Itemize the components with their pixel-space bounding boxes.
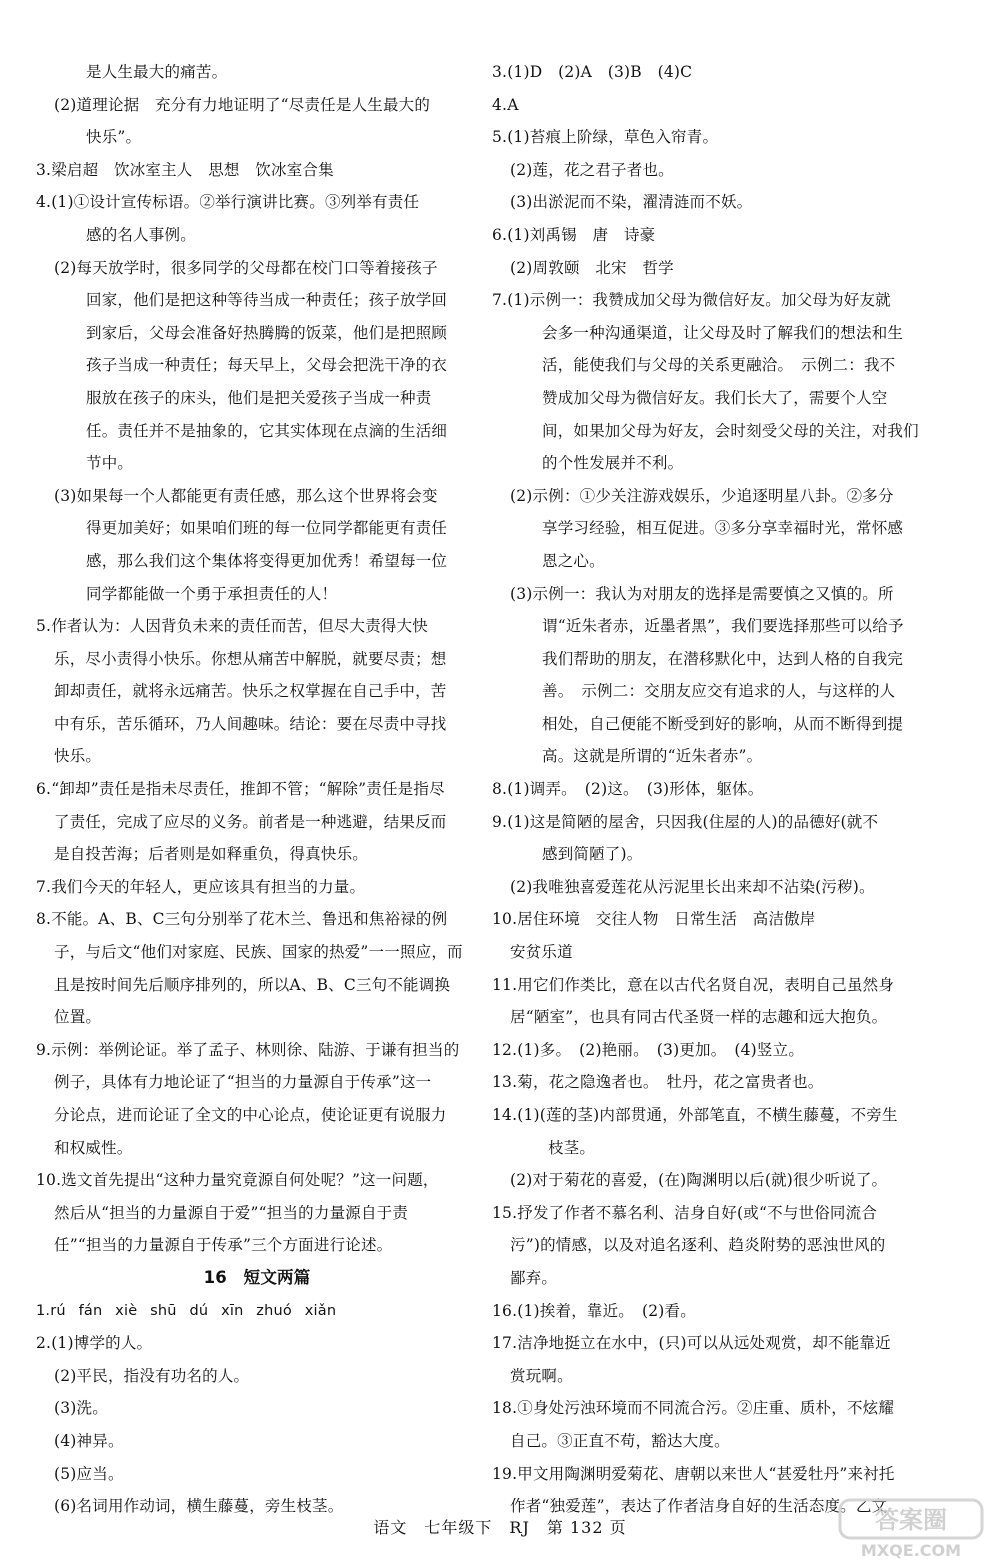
answer-line: 5.(1)苔痕上阶绿，草色入帘青。 (492, 128, 719, 147)
answer-line: (3)出淤泥而不染，濯清涟而不妖。 (510, 193, 753, 212)
answer-line: 和权威性。 (54, 1138, 133, 1157)
svg-text:MXQE.COM: MXQE.COM (860, 1541, 962, 1560)
answer-line: 相处，自己便能不断受到好的影响，从而不断得到提 (542, 714, 904, 733)
svg-text:答案圈: 答案圈 (875, 1506, 947, 1534)
answer-line: 会多一种沟通渠道，让父母及时了解我们的想法和生 (542, 323, 904, 342)
answer-line: 8.(1)调弄。 (2)这。 (3)形体，躯体。 (492, 780, 764, 799)
answer-line: 同学都能做一个勇于承担责任的人！ (86, 584, 338, 603)
answer-line: (2)示例：①少关注游戏娱乐，少追逐明星八卦。②多分 (510, 486, 894, 505)
answer-line: 回家，他们是把这种等待当成一种责任；孩子放学回 (86, 291, 448, 310)
answer-line: 6.“卸却”责任是指未尽责任，推卸不管；“解除”责任是指尽 (36, 780, 445, 799)
answer-line: 的个性发展并不利。 (542, 454, 684, 473)
answer-line: 18.①身处污浊环境而不同流合污。②庄重、质朴，不炫耀 (492, 1399, 895, 1418)
answer-line: 10.居住环境 交往人物 日常生活 高洁傲岸 (492, 910, 816, 929)
answer-line: 活，能使我们与父母的关系更融洽。 示例二：我不 (542, 356, 896, 375)
answer-line: 到家后，父母会准备好热腾腾的饭菜，他们是把照顾 (86, 323, 448, 342)
answer-line: 9.(1)这是简陋的屋舍，只因我(住屋的人)的品德好(就不 (492, 812, 879, 831)
answer-line: (2)道理论据 充分有力地证明了“尽责任是人生最大的 (54, 95, 431, 114)
answer-line: 7.我们今天的年轻人，更应该具有担当的力量。 (36, 877, 366, 896)
answer-line: 3.(1)D (2)A (3)B (4)C (492, 63, 693, 81)
answer-line: 6.(1)刘禹锡 唐 诗豪 (492, 225, 656, 244)
answer-line: 3.梁启超 饮冰室主人 思想 饮冰室合集 (36, 160, 334, 179)
answer-line: (3)洗。 (54, 1399, 108, 1418)
answer-line: 19.甲文用陶渊明爱菊花、唐朝以来世人“甚爱牡丹”来衬托 (492, 1464, 895, 1483)
answer-line: 间，如果加父母为好友，会时刻受父母的关注，对我们 (542, 421, 919, 440)
answer-line: 任”“担当的力量源自于传承”三个方面进行论述。 (54, 1236, 393, 1255)
answer-line: (2)周敦颐 北宋 哲学 (510, 258, 674, 277)
answer-line: 是人生最大的痛苦。 (86, 63, 228, 81)
answer-line: 16.(1)挨着，靠近。 (2)看。 (492, 1301, 696, 1320)
answer-line: (3)示例一：我认为对朋友的选择是需要慎之又慎的。所 (510, 584, 894, 603)
answer-line: 谓“近朱者赤，近墨者黑”，我们要选择那些可以给予 (542, 617, 904, 636)
answer-line: (3)如果每一个人都能更有责任感，那么这个世界将会变 (54, 486, 438, 505)
answer-line: 快乐。 (54, 747, 102, 766)
answer-line: 善。 示例二：交朋友应交有追求的人，与这样的人 (542, 682, 896, 701)
answer-line: 分论点，进而论证了全文的中心论点，使论证更有说服力 (54, 1106, 447, 1124)
answer-line: 节中。 (86, 454, 134, 473)
answer-line: 卸却责任，就将永远痛苦。快乐之权掌握在自己手中，苦 (54, 682, 447, 701)
answer-line: 4.(1)①设计宣传标语。②举行演讲比赛。③列举有责任 (36, 193, 420, 212)
answer-line: 快乐”。 (86, 128, 142, 147)
answer-line: 感的名人事例。 (86, 225, 196, 244)
left-column (36, 56, 478, 1523)
answer-line: 我们帮助的朋友，在潜移默化中，达到人格的自我完 (542, 649, 904, 668)
answer-line: 乐，尽小责得小快乐。你想从痛苦中解脱，就要尽责；想 (54, 649, 447, 668)
answer-line: 高。这就是所谓的“近朱者赤”。 (542, 747, 763, 766)
answer-line: 枝茎。 (548, 1138, 596, 1157)
answer-line: 例子，具体有力地论证了“担当的力量源自于传承”这一 (54, 1073, 432, 1092)
answer-line: (5)应当。 (54, 1464, 124, 1483)
answer-line: (4)神异。 (54, 1431, 124, 1450)
answer-line: (2)我唯独喜爱莲花从污泥里长出来却不沾染(污秽)。 (510, 877, 875, 896)
answer-line: 子，与后文“他们对家庭、民族、国家的热爱”一一照应，而 (54, 943, 463, 962)
answer-line: 中有乐，苦乐循环，乃人间趣味。结论：要在尽责中寻找 (54, 714, 447, 733)
answer-line: 了责任，完成了应尽的义务。前者是一种逃避，结果反而 (54, 812, 447, 831)
answer-line: 然后从“担当的力量源自于爱”“担当的力量源自于责 (54, 1203, 409, 1222)
answer-line: 10.选文首先提出“这种力量究竟源自何处呢？”这一问题， (36, 1171, 439, 1190)
answer-line: 13.菊，花之隐逸者也。 牡丹，花之富贵者也。 (492, 1073, 824, 1092)
answer-line: (2)平民，指没有功名的人。 (54, 1366, 250, 1385)
answer-line: 孩子当成一种责任；每天早上，父母会把洗干净的衣 (86, 356, 448, 375)
answer-line: 且是按时间先后顺序排列的，所以A、B、C三句不能调换 (54, 975, 451, 994)
answer-line: 赞成加父母为微信好友。我们长大了，需要个人空 (542, 388, 888, 407)
answer-line: 安贫乐道 (510, 943, 573, 962)
answer-line: 自己。③正直不苟，豁达大度。 (510, 1431, 730, 1450)
answer-line: 1.rú fán xiè shū dú xīn zhuó xiǎn (36, 1302, 337, 1319)
answer-line: 4.A (492, 95, 519, 114)
answer-line: 11.用它们作类比，意在以古代名贤自况，表明自己虽然身 (492, 975, 895, 994)
section-heading: 16 短文两篇 (203, 1267, 311, 1287)
answer-line: 得更加美好；如果咱们班的每一位同学都能更有责任 (86, 519, 448, 538)
answer-line: 位置。 (54, 1008, 102, 1027)
answer-line: 作者“独爱莲”，表达了作者洁身自好的生活态度。乙文 (510, 1497, 888, 1516)
answer-line: 7.(1)示例一：我赞成加父母为微信好友。加父母为好友就 (492, 291, 891, 310)
answer-line: 17.洁净地挺立在水中，(只)可以从远处观赏，却不能靠近 (492, 1334, 891, 1353)
answer-line: 鄙弃。 (510, 1268, 558, 1287)
answer-line: 污”)的情感，以及对追名逐利、趋炎附势的恶浊世风的 (510, 1236, 886, 1255)
answer-line: 享学习经验，相互促进。③多分享幸福时光，常怀感 (542, 519, 904, 538)
answer-line: 12.(1)多。 (2)艳丽。 (3)更加。 (4)竖立。 (492, 1040, 805, 1059)
answer-line: 感，那么我们这个集体将变得更加优秀！希望每一位 (86, 551, 448, 570)
answer-line: 感到简陋了)。 (542, 845, 643, 864)
answer-line: 15.抒发了作者不慕名利、洁身自好(或“不与世俗同流合 (492, 1203, 878, 1222)
answer-line: 服放在孩子的床头，他们是把关爱孩子当成一种责 (86, 388, 432, 407)
answer-line: 是自投苦海；后者则是如释重负，得真快乐。 (54, 845, 369, 864)
answer-line: 恩之心。 (542, 551, 605, 570)
answer-line: 5.作者认为：人因背负未来的责任而苦，但尽大责得大快 (36, 617, 428, 636)
answer-line: (2)对于菊花的喜爱，(在)陶渊明以后(就)很少听说了。 (510, 1171, 888, 1190)
answer-line: (2)莲，花之君子者也。 (510, 160, 674, 179)
page-footer: 语文 七年级下 RJ 第 132 页 (373, 1518, 627, 1537)
answer-line: 8.不能。A、B、C三句分别举了花木兰、鲁迅和焦裕禄的例 (36, 910, 448, 929)
answer-line: 14.(1)(莲的茎)内部贯通，外部笔直，不横生藤蔓，不旁生 (492, 1106, 898, 1124)
answer-line: 9.示例：举例论证。举了孟子、林则徐、陆游、于谦有担当的 (36, 1040, 460, 1059)
answer-line: 2.(1)博学的人。 (36, 1334, 153, 1353)
right-column (492, 56, 962, 1523)
answer-line: (6)名词用作动词，横生藤蔓，旁生枝茎。 (54, 1497, 344, 1516)
answer-line: 赏玩啊。 (510, 1366, 573, 1385)
answer-line: 任。责任并不是抽象的，它其实体现在点滴的生活细 (86, 421, 448, 440)
watermark-logo (836, 1496, 986, 1560)
answer-line: (2)每天放学时，很多同学的父母都在校门口等着接孩子 (54, 258, 438, 277)
answer-line: 居“陋室”，也具有同古代圣贤一样的志趣和远大抱负。 (510, 1008, 888, 1027)
